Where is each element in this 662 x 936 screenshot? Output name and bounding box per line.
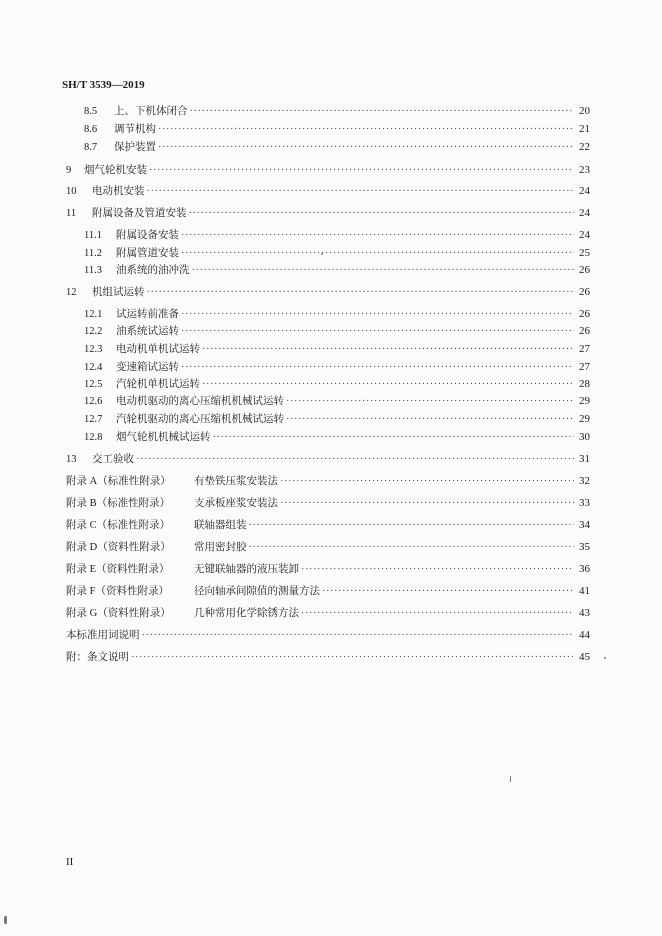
- leader-dots: [147, 185, 575, 199]
- toc-entry[interactable]: [66, 285, 590, 300]
- toc-entry-appendix[interactable]: [66, 518, 590, 533]
- leader-dots: [149, 164, 574, 178]
- leader-dots: [131, 651, 574, 665]
- toc-entry-number: 12: [66, 287, 77, 298]
- toc-entry-title: 联轴器组装: [194, 519, 247, 531]
- toc-entry-title: 油系统试运转: [116, 325, 179, 337]
- toc-entry-page: 29: [579, 395, 590, 407]
- toc-entry-number: 13: [66, 454, 77, 465]
- toc-entry-page: 43: [579, 607, 590, 619]
- leader-dots: [202, 343, 574, 357]
- toc-entry-page: 31: [579, 453, 590, 465]
- toc-entry-title: 有垫铁压浆安装法: [194, 475, 278, 487]
- toc-entry[interactable]: [84, 394, 590, 409]
- toc-entry-title: 烟气轮机安装: [84, 164, 147, 176]
- toc-entry-page: 27: [579, 361, 590, 373]
- toc-entry-page: 32: [579, 475, 590, 487]
- toc-entry[interactable]: [66, 452, 590, 467]
- leader-dots: [280, 497, 574, 511]
- toc-entry-number: 10: [66, 186, 77, 197]
- toc-entry-page: 26: [579, 264, 590, 276]
- toc-entry-number: 12.8: [84, 432, 103, 443]
- toc-entry-title: 机组试运转: [92, 286, 145, 298]
- leader-dots: [322, 585, 574, 599]
- leader-dots: [280, 475, 574, 489]
- toc-entry-page: 44: [579, 629, 590, 641]
- leader-dots: [147, 286, 575, 300]
- toc-entry[interactable]: [66, 163, 590, 178]
- toc-entry-title: 附属设备及管道安装: [92, 207, 187, 219]
- toc-entry-title: 汽轮机单机试运转: [116, 378, 200, 390]
- toc-entry-page: 45: [579, 651, 590, 663]
- toc-entry-page: 30: [579, 431, 590, 443]
- standard-code: SH/T 3539—2019: [62, 79, 145, 91]
- toc-entry-title: 变速箱试运转: [116, 361, 179, 373]
- leader-dots: [181, 361, 574, 375]
- appendix-label: 附录 C（标准性附录）: [66, 520, 171, 531]
- toc-entry-appendix[interactable]: [66, 496, 590, 511]
- toc-entry[interactable]: [84, 104, 590, 119]
- toc-entry-number: 8.5: [84, 106, 98, 117]
- toc-entry-title: 附属管道安装: [116, 247, 179, 259]
- toc-entry-page: 24: [579, 185, 590, 197]
- appendix-label: 附录 G（资料性附录）: [66, 608, 171, 619]
- leader-dots: [158, 141, 574, 155]
- toc-entry-page: 20: [579, 105, 590, 117]
- toc-entry-title: 无键联轴器的液压装卸: [194, 563, 299, 575]
- scan-speck: [321, 253, 323, 255]
- toc-entry[interactable]: [84, 122, 590, 137]
- toc-entry-number: 11: [66, 208, 77, 219]
- toc-entry[interactable]: [84, 342, 590, 357]
- toc-entry-title: 试运转前准备: [116, 308, 179, 320]
- leader-dots: [192, 264, 575, 278]
- toc-entry-appendix[interactable]: [66, 584, 590, 599]
- leader-dots: [136, 453, 574, 467]
- leader-dots: [202, 378, 574, 392]
- toc-entry-number: 12.7: [84, 414, 103, 425]
- toc-entry-page: 23: [579, 164, 590, 176]
- toc-entry-title: 电动机安装: [92, 185, 145, 197]
- leader-dots: [181, 247, 574, 261]
- toc-entry-number: 12.3: [84, 344, 103, 355]
- toc-entry-page: 26: [579, 286, 590, 298]
- scan-speck: [604, 657, 606, 659]
- leader-dots: [181, 229, 574, 243]
- leader-dots: [249, 519, 575, 533]
- toc-entry[interactable]: [66, 184, 590, 199]
- toc-entry-number: 9: [66, 165, 72, 176]
- toc-entry[interactable]: [84, 263, 590, 278]
- toc-entry-title: 电动机驱动的离心压缩机机械试运转: [116, 395, 284, 407]
- toc-entry[interactable]: [84, 228, 590, 243]
- toc-entry-page: 29: [579, 413, 590, 425]
- toc-entry[interactable]: [84, 360, 590, 375]
- leader-dots: [158, 123, 574, 137]
- appendix-label: 附录 F（资料性附录）: [66, 586, 169, 597]
- scan-speck: [4, 916, 7, 924]
- toc-entry[interactable]: [66, 650, 590, 665]
- toc-entry-number: 12.4: [84, 362, 103, 373]
- toc-entry-title: 油系统的油冲洗: [116, 264, 190, 276]
- toc-entry-page: 25: [579, 247, 590, 259]
- toc-entry-title: 附属设备安装: [116, 229, 179, 241]
- toc-entry-appendix[interactable]: [66, 562, 590, 577]
- toc-entry-page: 33: [579, 497, 590, 509]
- toc-entry-page: 36: [579, 563, 590, 575]
- leader-dots: [213, 431, 575, 445]
- toc-entry-number: 8.7: [84, 142, 98, 153]
- toc-entry-page: 28: [579, 378, 590, 390]
- toc-entry-number: 12.2: [84, 326, 103, 337]
- toc-entry-number: 11.1: [84, 230, 102, 241]
- toc-entry-appendix[interactable]: [66, 606, 590, 621]
- leader-dots: [286, 395, 574, 409]
- toc-entry-page: 26: [579, 325, 590, 337]
- appendix-label: 附录 D（资料性附录）: [66, 542, 171, 553]
- toc-entry[interactable]: [66, 628, 590, 643]
- toc-entry-page: 24: [579, 229, 590, 241]
- toc-entry-title: 调节机构: [114, 123, 156, 135]
- toc-entry-title: 径向轴承间隙值的测量方法: [194, 585, 320, 597]
- toc-entry-title: 几种常用化学除锈方法: [194, 607, 299, 619]
- toc-entry-appendix[interactable]: [66, 474, 590, 489]
- toc-entry-title: 交工验收: [92, 453, 134, 465]
- toc-entry-page: 41: [579, 585, 590, 597]
- toc-entry-page: 35: [579, 541, 590, 553]
- toc-entry-number: 12.5: [84, 379, 103, 390]
- toc-entry-page: 22: [579, 141, 590, 153]
- appendix-label: 附录 E（资料性附录）: [66, 564, 170, 575]
- page-number: II: [66, 856, 74, 868]
- scan-speck: [510, 776, 511, 782]
- toc-entry-appendix[interactable]: [66, 540, 590, 555]
- toc-entry-page: 21: [579, 123, 590, 135]
- toc-entry-number: 11.3: [84, 265, 102, 276]
- toc-entry-page: 26: [579, 308, 590, 320]
- leader-dots: [142, 629, 575, 643]
- toc-entry-number: 11.2: [84, 248, 102, 259]
- toc-entry-title: 电动机单机试运转: [116, 343, 200, 355]
- toc-entry-number: 12.6: [84, 396, 103, 407]
- leader-dots: [301, 563, 574, 577]
- toc-entry-number: 8.6: [84, 124, 98, 135]
- toc-entry[interactable]: [84, 412, 590, 427]
- leader-dots: [301, 607, 574, 621]
- appendix-label: 附录 A（标准性附录）: [66, 476, 171, 487]
- leader-dots: [181, 325, 574, 339]
- leader-dots: [249, 541, 575, 555]
- toc-entry-title: 汽轮机驱动的离心压缩机机械试运转: [116, 413, 284, 425]
- toc-entry-number: 12.1: [84, 309, 103, 320]
- toc-entry[interactable]: [66, 206, 590, 221]
- toc-entry-page: 27: [579, 343, 590, 355]
- toc-entry[interactable]: [84, 307, 590, 322]
- toc-entry[interactable]: [84, 246, 590, 261]
- toc-entry-page: 24: [579, 207, 590, 219]
- leader-dots: [181, 308, 574, 322]
- leader-dots: [190, 105, 575, 119]
- toc-entry-title: 支承板座浆安装法: [194, 497, 278, 509]
- toc-entry[interactable]: [84, 430, 590, 445]
- toc-entry-page: 34: [579, 519, 590, 531]
- toc-entry[interactable]: [84, 324, 590, 339]
- leader-dots: [286, 413, 574, 427]
- leader-dots: [189, 207, 575, 221]
- toc-entry-title: 烟气轮机机械试运转: [116, 431, 211, 443]
- toc-entry-title: 附：条文说明: [66, 651, 129, 663]
- appendix-label: 附录 B（标准性附录）: [66, 498, 171, 509]
- toc-entry-title: 本标准用词说明: [66, 629, 140, 641]
- toc-entry[interactable]: [84, 377, 590, 392]
- toc-entry-title: 保护装置: [114, 141, 156, 153]
- toc-entry-title: 上、下机体闭合: [114, 105, 188, 117]
- toc-entry[interactable]: [84, 140, 590, 155]
- toc-entry-title: 常用密封胶: [194, 541, 247, 553]
